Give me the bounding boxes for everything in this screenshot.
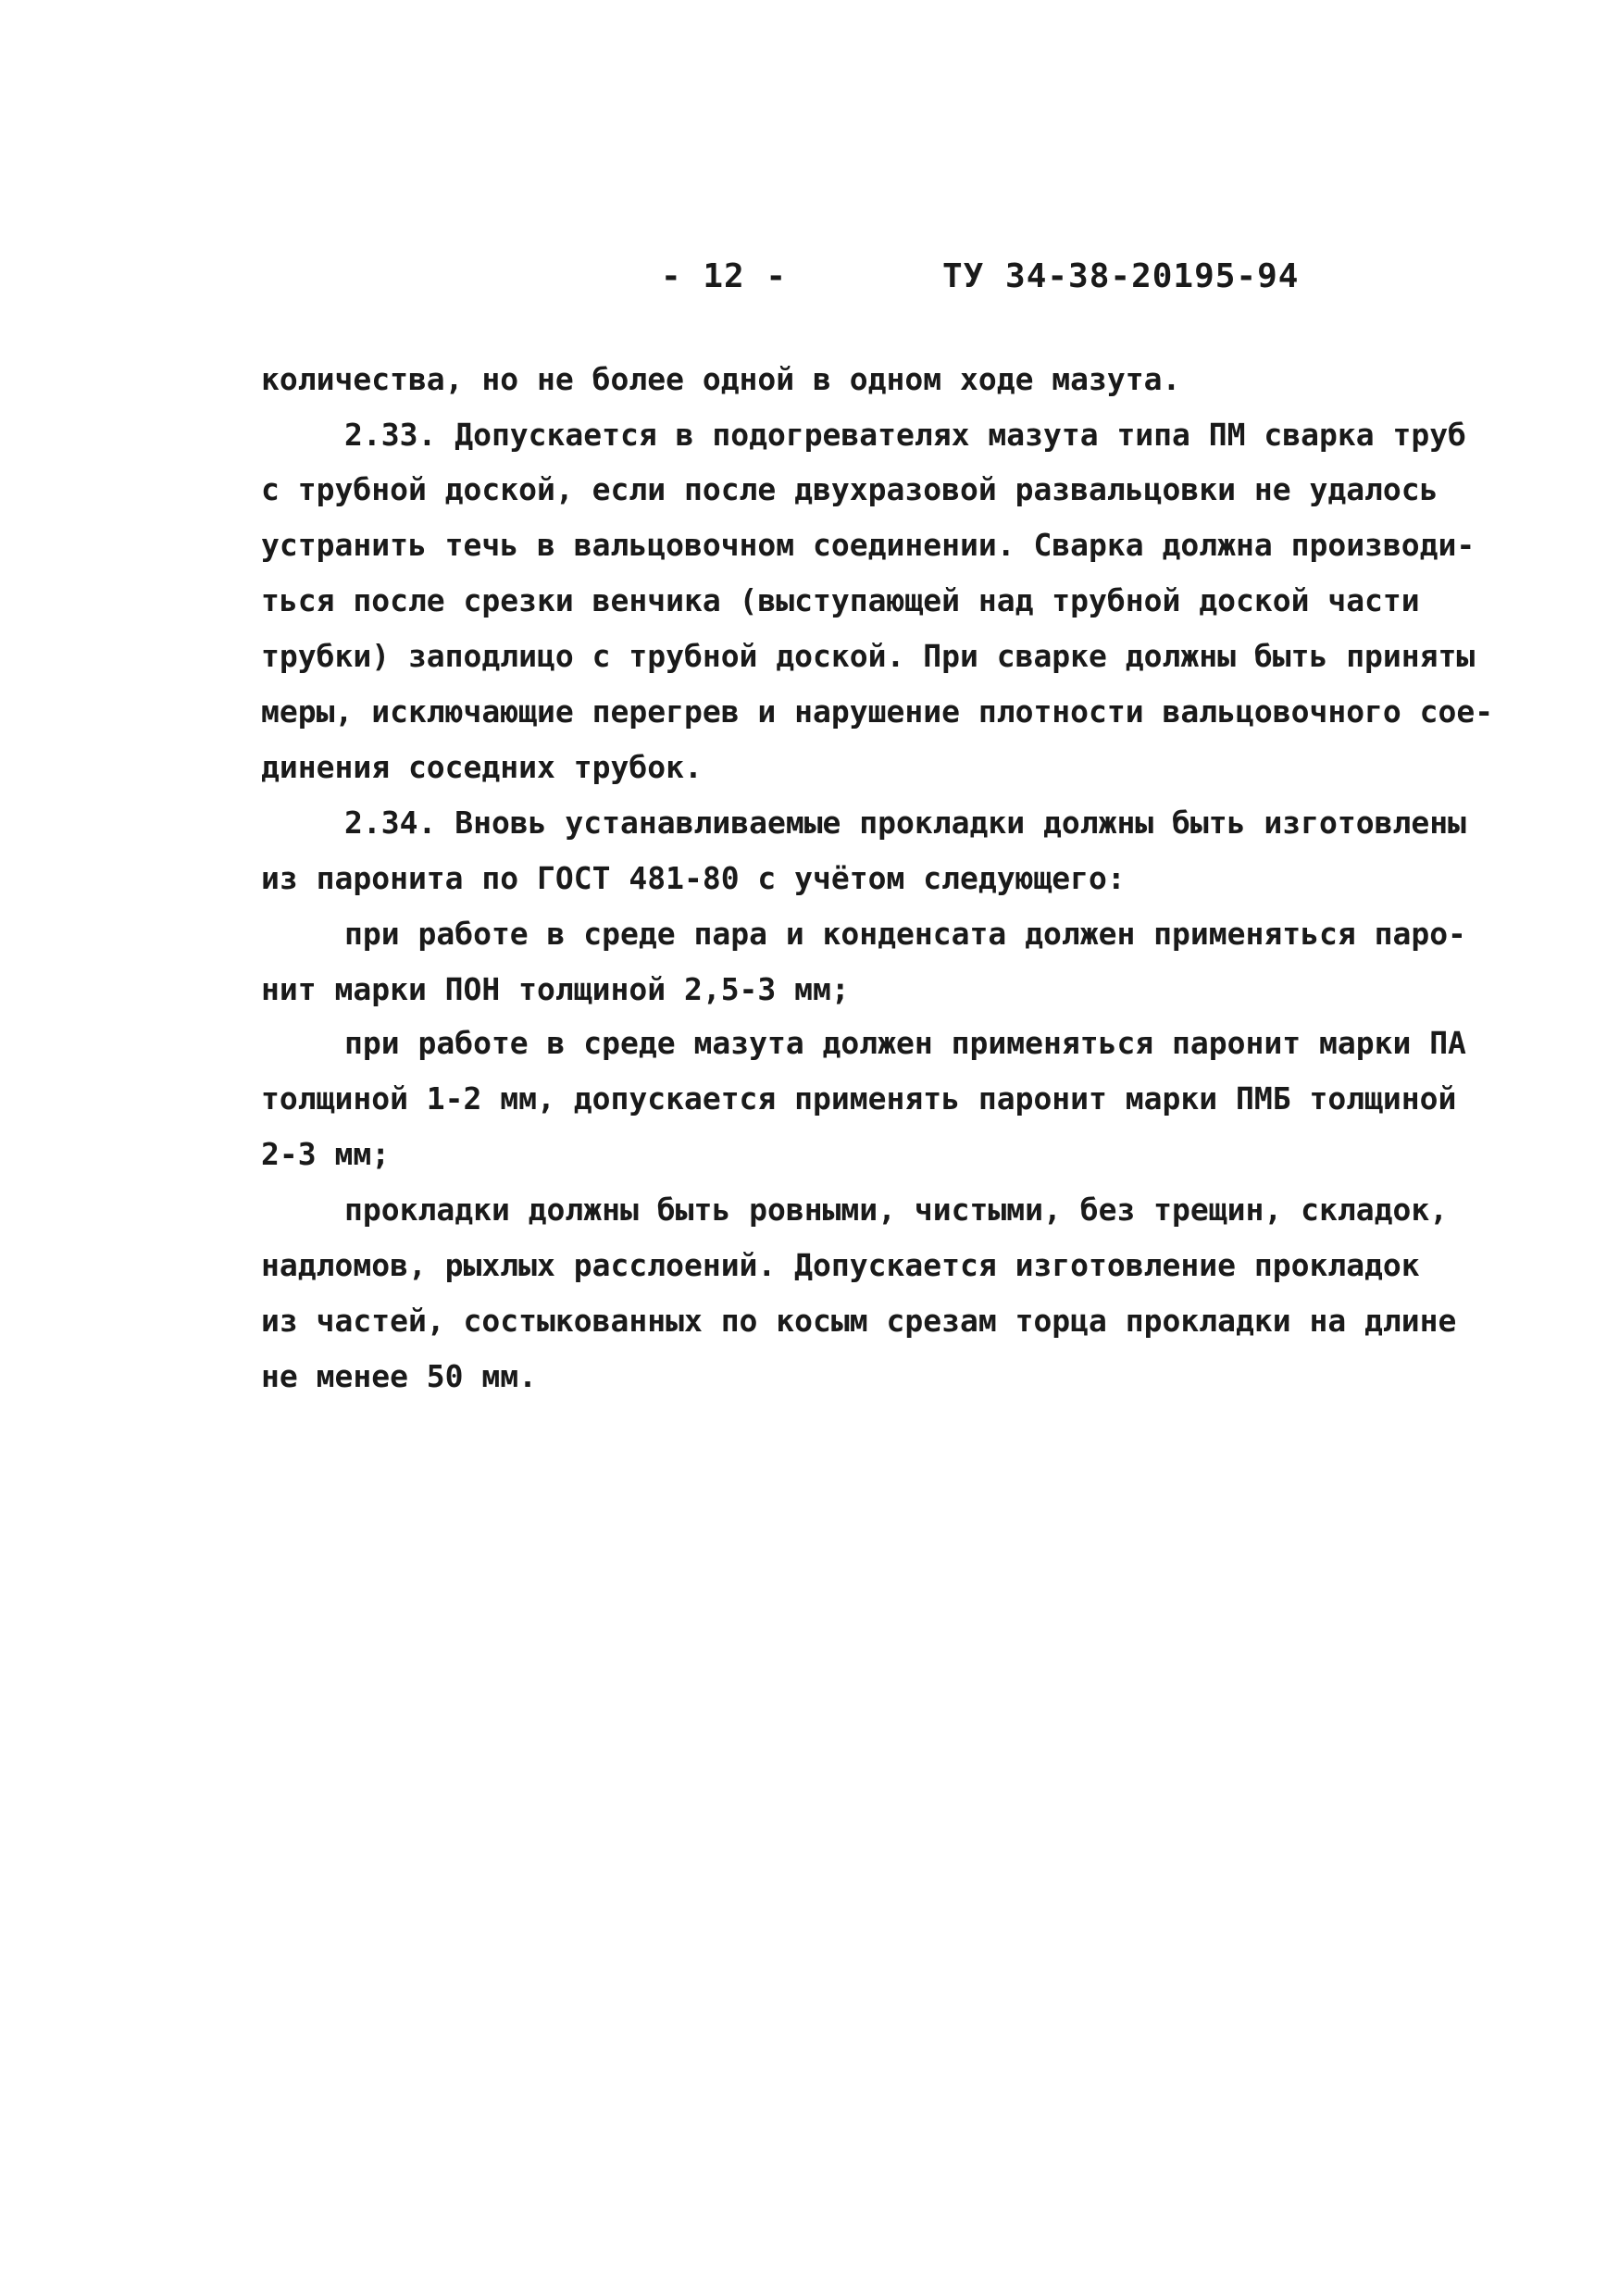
text-line: из паронита по ГОСТ 481-80 с учётом следующего: xyxy=(261,860,1126,896)
text-line: количества, но не более одной в одном ходе мазута. xyxy=(261,361,1181,397)
text-line: при работе в среде пара и конденсата должен применяться паро- xyxy=(344,916,1466,952)
text-line: 2-3 мм; xyxy=(261,1136,391,1172)
text-line: устранить течь в вальцовочном соединении. Сварка должна производи- xyxy=(261,527,1476,563)
text-line: нит марки ПОН толщиной 2,5-3 мм; xyxy=(261,971,850,1007)
page-number: - 12 - xyxy=(661,257,788,295)
text-line: надломов, рыхлых расслоений. Допускается изготовление прокладок xyxy=(261,1247,1420,1283)
text-line: не менее 50 мм. xyxy=(261,1358,538,1394)
text-line: прокладки должны быть ровными, чистыми, без трещин, складок, xyxy=(344,1192,1449,1228)
text-line: толщиной 1-2 мм, допускается применять паронит марки ПМБ толщиной xyxy=(261,1080,1457,1117)
text-line: при работе в среде мазута должен применяться паронит марки ПА xyxy=(344,1025,1466,1061)
document-code: ТУ 34-38-20195-94 xyxy=(942,257,1300,295)
text-line: трубки) заподлицо с трубной доской. При сварке должны быть приняты xyxy=(261,638,1476,674)
text-line: 2.34. Вновь устанавливаемые прокладки должны быть изготовлены xyxy=(344,805,1466,841)
text-line: меры, исключающие перегрев и нарушение плотности вальцовочного сое- xyxy=(261,693,1494,730)
text-line: из частей, состыкованных по косым срезам торца прокладки на длине xyxy=(261,1303,1457,1339)
text-line: с трубной доской, если после двухразовой развальцовки не удалось xyxy=(261,471,1438,507)
text-line: динения соседних трубок. xyxy=(261,749,703,785)
text-line: 2.33. Допускается в подогревателях мазута типа ПМ сварка труб xyxy=(344,417,1466,453)
text-line: ться после срезки венчика (выступающей над трубной доской части xyxy=(261,582,1420,618)
